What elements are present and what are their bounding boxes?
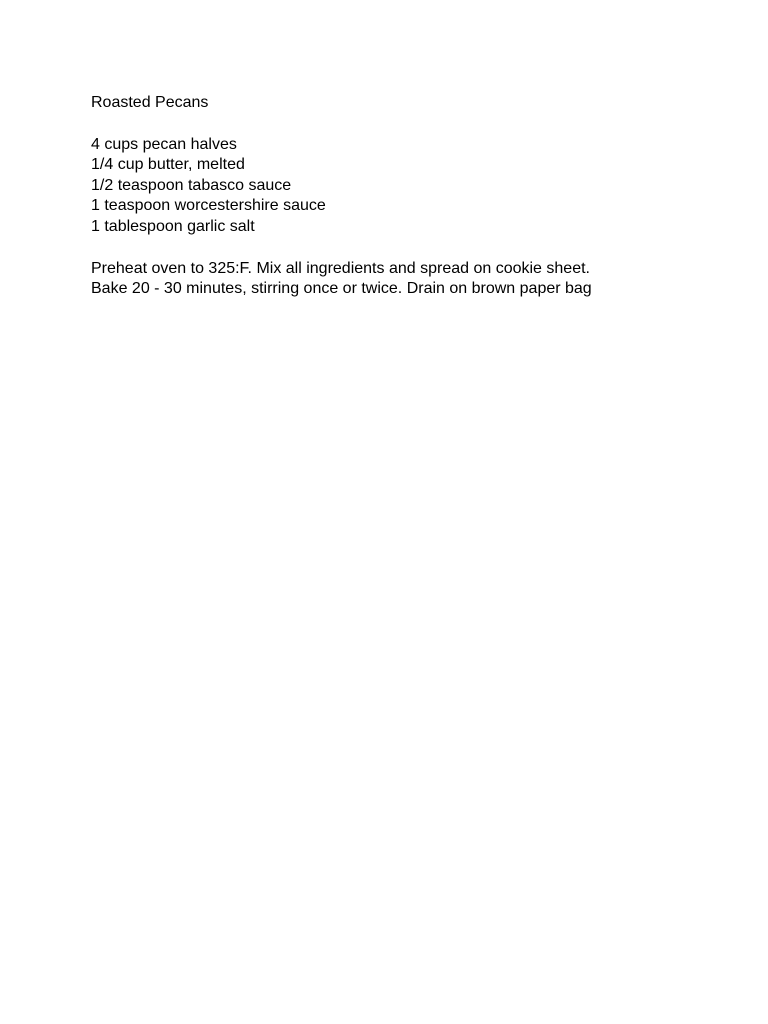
ingredient-item: 4 cups pecan halves (91, 135, 237, 153)
ingredient-list (91, 135, 751, 238)
ingredient-item: 1/2 teaspoon tabasco sauce (91, 176, 292, 194)
instruction-line: Bake 20 - 30 minutes, stirring once or twice. Drain on brown paper bag (91, 280, 592, 298)
ingredient-item: 1 teaspoon worcestershire sauce (91, 197, 326, 215)
recipe-title: Roasted Pecans (91, 94, 209, 111)
ingredient-item: 1 tablespoon garlic salt (91, 217, 255, 235)
instructions-block (91, 259, 751, 300)
recipe-body (91, 93, 751, 300)
ingredient-item: 1/4 cup butter, melted (91, 156, 245, 174)
instruction-line: Preheat oven to 325:F. Mix all ingredients and spread on cookie sheet. (91, 259, 590, 277)
